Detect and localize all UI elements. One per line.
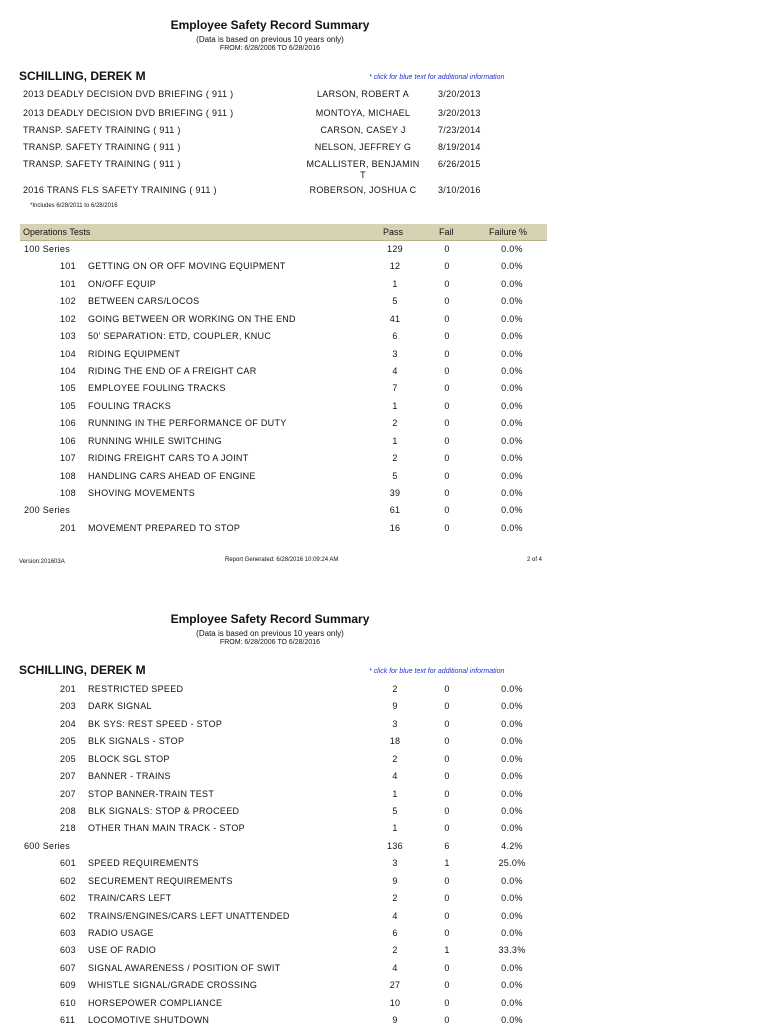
rule-description: MOVEMENT PREPARED TO STOP bbox=[88, 522, 241, 533]
training-course: 2013 DEADLY DECISION DVD BRIEFING ( 911 ) bbox=[23, 89, 234, 99]
failure-percent: 0.0% bbox=[501, 997, 523, 1008]
fail-count: 0 bbox=[444, 296, 450, 307]
failure-percent: 0.0% bbox=[501, 348, 523, 359]
training-trainer: ROBERSON, JOSHUA C bbox=[309, 185, 417, 195]
fail-count: 0 bbox=[444, 893, 450, 904]
table-row bbox=[22, 941, 547, 958]
training-trainer: MCALLISTER, BENJAMIN bbox=[306, 159, 420, 169]
rule-code: 107 bbox=[60, 453, 76, 464]
rule-code: 101 bbox=[60, 261, 76, 272]
pass-count: 1 bbox=[392, 278, 398, 289]
pass-count: 2 bbox=[392, 684, 398, 694]
table-row bbox=[22, 680, 547, 697]
rule-code: 218 bbox=[60, 823, 76, 834]
rule-code: 104 bbox=[60, 366, 76, 376]
failure-percent: 0.0% bbox=[501, 313, 523, 324]
fail-count: 0 bbox=[444, 771, 450, 782]
rule-description: GETTING ON OR OFF MOVING EQUIPMENT bbox=[88, 261, 286, 272]
training-course: 2013 DEADLY DECISION DVD BRIEFING ( 911 ) bbox=[23, 108, 234, 118]
rule-description: USE OF RADIO bbox=[88, 945, 157, 956]
rule-code: 205 bbox=[60, 753, 76, 764]
failure-percent: 0.0% bbox=[501, 453, 523, 464]
failure-percent: 0.0% bbox=[501, 522, 523, 533]
series-row bbox=[22, 240, 547, 257]
fail-count: 0 bbox=[444, 313, 450, 324]
training-trainer: LARSON, ROBERT A bbox=[317, 89, 409, 99]
failure-percent: 0.0% bbox=[501, 1015, 523, 1026]
rule-description: RESTRICTED SPEED bbox=[88, 684, 184, 694]
pass-count: 2 bbox=[392, 753, 398, 764]
pass-count: 6 bbox=[392, 331, 398, 342]
table-row bbox=[22, 715, 547, 732]
pass-count: 3 bbox=[392, 718, 398, 729]
pass-count: 136 bbox=[387, 840, 403, 851]
rule-description: RADIO USAGE bbox=[88, 928, 154, 939]
table-row bbox=[22, 785, 547, 802]
rule-description: BK SYS: REST SPEED - STOP bbox=[88, 718, 223, 729]
table-row bbox=[22, 994, 547, 1011]
pass-count: 27 bbox=[389, 980, 401, 991]
fail-count: 0 bbox=[444, 753, 450, 764]
employee-name: SCHILLING, DEREK M bbox=[19, 663, 146, 677]
failure-percent: 0.0% bbox=[501, 980, 523, 991]
rule-code: 102 bbox=[60, 313, 76, 324]
training-trainer-cont: T bbox=[360, 170, 366, 180]
fail-count: 0 bbox=[444, 1015, 450, 1026]
table-row bbox=[22, 379, 547, 396]
fail-count: 0 bbox=[444, 806, 450, 816]
table-row bbox=[22, 327, 547, 344]
failure-percent: 0.0% bbox=[501, 296, 523, 307]
table-row bbox=[22, 432, 547, 449]
rule-description: BLK SIGNALS: STOP & PROCEED bbox=[88, 806, 240, 816]
pass-count: 2 bbox=[392, 453, 398, 464]
header-pass: Pass bbox=[383, 227, 404, 237]
failure-percent: 33.3% bbox=[498, 945, 526, 956]
fail-count: 0 bbox=[444, 261, 450, 272]
rule-code: 611 bbox=[60, 1015, 76, 1026]
fail-count: 0 bbox=[444, 366, 450, 376]
fail-count: 1 bbox=[444, 858, 450, 869]
table-row bbox=[22, 257, 547, 274]
table-row bbox=[22, 484, 547, 501]
rule-code: 602 bbox=[60, 910, 76, 921]
rule-description: STOP BANNER-TRAIN TEST bbox=[88, 788, 215, 799]
rule-description: HORSEPOWER COMPLIANCE bbox=[88, 997, 223, 1008]
pass-count: 4 bbox=[392, 910, 398, 921]
pass-count: 5 bbox=[392, 296, 398, 307]
rule-description: GOING BETWEEN OR WORKING ON THE END bbox=[88, 313, 296, 324]
pass-count: 4 bbox=[392, 771, 398, 782]
rule-description: 50' SEPARATION: ETD, COUPLER, KNUC bbox=[88, 331, 272, 342]
pass-count: 3 bbox=[392, 348, 398, 359]
rule-code: 201 bbox=[60, 522, 76, 533]
fail-count: 0 bbox=[444, 278, 450, 289]
failure-percent: 0.0% bbox=[501, 261, 523, 272]
rule-code: 203 bbox=[60, 701, 76, 712]
header-failure-pct: Failure % bbox=[489, 227, 528, 237]
rule-description: SECUREMENT REQUIREMENTS bbox=[88, 875, 233, 886]
report-subtitle: (Data is based on previous 10 years only) bbox=[196, 629, 344, 638]
fail-count: 0 bbox=[444, 244, 450, 254]
series-label: 100 Series bbox=[24, 244, 71, 254]
fail-count: 0 bbox=[444, 736, 450, 747]
rule-code: 104 bbox=[60, 348, 76, 359]
rule-description: DARK SIGNAL bbox=[88, 701, 152, 712]
pass-count: 2 bbox=[392, 418, 398, 429]
training-course: TRANSP. SAFETY TRAINING ( 911 ) bbox=[23, 159, 181, 169]
table-row bbox=[22, 959, 547, 976]
pass-count: 9 bbox=[392, 875, 398, 886]
failure-percent: 0.0% bbox=[501, 366, 523, 376]
fail-count: 0 bbox=[444, 383, 450, 394]
failure-percent: 0.0% bbox=[501, 331, 523, 342]
fail-count: 0 bbox=[444, 928, 450, 939]
failure-percent: 0.0% bbox=[501, 823, 523, 834]
table-row bbox=[22, 889, 547, 906]
report-title: Employee Safety Record Summary bbox=[170, 18, 370, 32]
pass-count: 1 bbox=[392, 823, 398, 834]
rule-code: 603 bbox=[60, 945, 76, 956]
table-row bbox=[22, 362, 547, 379]
table-row bbox=[22, 732, 547, 749]
footer-generated: Report Generated: 6/28/2016 10:09:24 AM bbox=[225, 557, 339, 563]
training-trainer: NELSON, JEFFREY G bbox=[314, 142, 412, 152]
failure-percent: 0.0% bbox=[501, 400, 523, 411]
pass-count: 61 bbox=[389, 505, 401, 516]
additional-info-note[interactable]: * click for blue text for additional information bbox=[369, 74, 505, 81]
series-row bbox=[22, 501, 547, 518]
table-row bbox=[22, 414, 547, 431]
rule-code: 106 bbox=[60, 435, 76, 446]
rule-description: SIGNAL AWARENESS / POSITION OF SWIT bbox=[88, 962, 281, 973]
failure-percent: 0.0% bbox=[501, 701, 523, 712]
fail-count: 0 bbox=[444, 788, 450, 799]
failure-percent: 0.0% bbox=[501, 718, 523, 729]
failure-percent: 0.0% bbox=[501, 753, 523, 764]
fail-count: 0 bbox=[444, 505, 450, 516]
pass-count: 4 bbox=[392, 366, 398, 376]
pass-count: 5 bbox=[392, 470, 398, 481]
failure-percent: 0.0% bbox=[501, 435, 523, 446]
pass-count: 7 bbox=[392, 383, 398, 394]
rule-code: 207 bbox=[60, 771, 76, 782]
rule-description: TRAINS/ENGINES/CARS LEFT UNATTENDED bbox=[88, 910, 290, 921]
fail-count: 6 bbox=[444, 840, 450, 851]
rule-description: BLOCK SGL STOP bbox=[88, 753, 170, 764]
rule-description: LOCOMOTIVE SHUTDOWN bbox=[88, 1015, 210, 1026]
failure-percent: 0.0% bbox=[501, 278, 523, 289]
rule-description: RUNNING WHILE SWITCHING bbox=[88, 435, 222, 446]
fail-count: 0 bbox=[444, 823, 450, 834]
report-date-range: FROM: 6/28/2006 TO 6/28/2016 bbox=[219, 639, 321, 646]
rule-code: 607 bbox=[60, 962, 76, 973]
table-row bbox=[22, 907, 547, 924]
rule-code: 201 bbox=[60, 684, 76, 694]
pass-count: 1 bbox=[392, 435, 398, 446]
additional-info-note[interactable]: * click for blue text for additional information bbox=[369, 668, 505, 675]
header-label: Operations Tests bbox=[23, 227, 91, 237]
table-row bbox=[22, 976, 547, 993]
rule-code: 207 bbox=[60, 788, 76, 799]
training-course: TRANSP. SAFETY TRAINING ( 911 ) bbox=[23, 125, 181, 135]
table-row bbox=[22, 292, 547, 309]
pass-count: 41 bbox=[389, 313, 401, 324]
rule-description: FOULING TRACKS bbox=[88, 400, 172, 411]
pass-count: 129 bbox=[387, 244, 403, 254]
pass-count: 1 bbox=[392, 400, 398, 411]
pass-count: 18 bbox=[389, 736, 401, 747]
rule-code: 601 bbox=[60, 858, 76, 869]
failure-percent: 0.0% bbox=[501, 893, 523, 904]
pass-count: 39 bbox=[389, 488, 401, 499]
pass-count: 9 bbox=[392, 701, 398, 712]
table-row bbox=[22, 397, 547, 414]
failure-percent: 0.0% bbox=[501, 788, 523, 799]
rule-description: SHOVING MOVEMENTS bbox=[88, 488, 196, 499]
training-trainer: MONTOYA, MICHAEL bbox=[315, 108, 411, 118]
failure-percent: 25.0% bbox=[498, 858, 526, 869]
table-header bbox=[20, 224, 547, 241]
report-title: Employee Safety Record Summary bbox=[170, 612, 370, 626]
training-date: 3/20/2013 bbox=[438, 108, 481, 118]
fail-count: 0 bbox=[444, 875, 450, 886]
failure-percent: 0.0% bbox=[501, 684, 523, 694]
rule-code: 102 bbox=[60, 296, 76, 307]
pass-count: 4 bbox=[392, 962, 398, 973]
fail-count: 0 bbox=[444, 400, 450, 411]
table-row bbox=[22, 854, 547, 871]
includes-note: *Includes 6/28/2011 to 6/28/2016 bbox=[30, 203, 118, 209]
rule-code: 603 bbox=[60, 928, 76, 939]
rule-description: ON/OFF EQUIP bbox=[88, 278, 157, 289]
series-row bbox=[22, 837, 547, 854]
fail-count: 0 bbox=[444, 997, 450, 1008]
rule-description: HANDLING CARS AHEAD OF ENGINE bbox=[88, 470, 256, 481]
rule-description: SPEED REQUIREMENTS bbox=[88, 858, 199, 869]
report-subtitle: (Data is based on previous 10 years only) bbox=[196, 35, 344, 44]
fail-count: 0 bbox=[444, 453, 450, 464]
rule-code: 602 bbox=[60, 893, 76, 904]
table-row bbox=[22, 275, 547, 292]
rule-code: 610 bbox=[60, 997, 76, 1008]
fail-count: 0 bbox=[444, 470, 450, 481]
rule-code: 602 bbox=[60, 875, 76, 886]
failure-percent: 0.0% bbox=[501, 962, 523, 973]
fail-count: 0 bbox=[444, 331, 450, 342]
employee-name: SCHILLING, DEREK M bbox=[19, 69, 146, 83]
failure-percent: 0.0% bbox=[501, 806, 523, 816]
fail-count: 0 bbox=[444, 962, 450, 973]
header-fail: Fail bbox=[439, 227, 454, 237]
fail-count: 1 bbox=[444, 945, 450, 956]
table-row bbox=[22, 449, 547, 466]
fail-count: 0 bbox=[444, 418, 450, 429]
rule-code: 106 bbox=[60, 418, 76, 429]
training-date: 3/20/2013 bbox=[438, 89, 481, 99]
rule-description: RIDING EQUIPMENT bbox=[88, 348, 181, 359]
fail-count: 0 bbox=[444, 348, 450, 359]
training-course: TRANSP. SAFETY TRAINING ( 911 ) bbox=[23, 142, 181, 152]
failure-percent: 0.0% bbox=[501, 383, 523, 394]
training-date: 3/10/2016 bbox=[438, 185, 481, 195]
training-date: 7/23/2014 bbox=[438, 125, 481, 135]
fail-count: 0 bbox=[444, 980, 450, 991]
failure-percent: 0.0% bbox=[501, 418, 523, 429]
rule-description: BLK SIGNALS - STOP bbox=[88, 736, 185, 747]
rule-description: BETWEEN CARS/LOCOS bbox=[88, 296, 200, 307]
table-row bbox=[22, 819, 547, 836]
rule-description: TRAIN/CARS LEFT bbox=[88, 893, 172, 904]
pass-count: 2 bbox=[392, 893, 398, 904]
rule-code: 105 bbox=[60, 383, 76, 394]
rule-description: EMPLOYEE FOULING TRACKS bbox=[88, 383, 226, 394]
table-row bbox=[22, 467, 547, 484]
fail-count: 0 bbox=[444, 488, 450, 499]
rule-code: 108 bbox=[60, 488, 76, 499]
training-date: 6/26/2015 bbox=[438, 159, 481, 169]
fail-count: 0 bbox=[444, 522, 450, 533]
fail-count: 0 bbox=[444, 910, 450, 921]
rule-code: 204 bbox=[60, 718, 76, 729]
rule-description: RIDING FREIGHT CARS TO A JOINT bbox=[88, 453, 249, 464]
table-row bbox=[22, 310, 547, 327]
pass-count: 12 bbox=[389, 261, 401, 272]
fail-count: 0 bbox=[444, 435, 450, 446]
table-row bbox=[22, 872, 547, 889]
series-label: 600 Series bbox=[24, 840, 71, 851]
rule-description: RIDING THE END OF A FREIGHT CAR bbox=[88, 366, 257, 376]
failure-percent: 0.0% bbox=[501, 244, 523, 254]
rule-code: 205 bbox=[60, 736, 76, 747]
pass-count: 10 bbox=[389, 997, 401, 1008]
failure-percent: 0.0% bbox=[501, 875, 523, 886]
pass-count: 16 bbox=[389, 522, 401, 533]
training-course: 2016 TRANS FLS SAFETY TRAINING ( 911 ) bbox=[23, 185, 217, 195]
rule-description: OTHER THAN MAIN TRACK - STOP bbox=[88, 823, 245, 834]
footer-page-number: 2 of 4 bbox=[527, 557, 543, 563]
table-row bbox=[22, 924, 547, 941]
training-trainer: CARSON, CASEY J bbox=[320, 125, 406, 135]
pass-count: 6 bbox=[392, 928, 398, 939]
rule-code: 609 bbox=[60, 980, 76, 991]
rule-description: BANNER - TRAINS bbox=[88, 771, 171, 782]
pass-count: 3 bbox=[392, 858, 398, 869]
rule-description: RUNNING IN THE PERFORMANCE OF DUTY bbox=[88, 418, 287, 429]
rule-code: 103 bbox=[60, 331, 76, 342]
report-date-range: FROM: 6/28/2006 TO 6/28/2016 bbox=[219, 45, 321, 52]
failure-percent: 0.0% bbox=[501, 771, 523, 782]
table-row bbox=[22, 767, 547, 784]
rule-code: 101 bbox=[60, 278, 76, 289]
failure-percent: 4.2% bbox=[501, 840, 523, 851]
rule-code: 208 bbox=[60, 806, 76, 816]
pass-count: 5 bbox=[392, 806, 398, 816]
failure-percent: 0.0% bbox=[501, 505, 523, 516]
rule-description: WHISTLE SIGNAL/GRADE CROSSING bbox=[88, 980, 258, 991]
footer-version: Version:201603A bbox=[19, 559, 65, 565]
rule-code: 108 bbox=[60, 470, 76, 481]
failure-percent: 0.0% bbox=[501, 470, 523, 481]
pass-count: 1 bbox=[392, 788, 398, 799]
fail-count: 0 bbox=[444, 684, 450, 694]
table-row bbox=[22, 345, 547, 362]
table-row bbox=[22, 802, 547, 819]
failure-percent: 0.0% bbox=[501, 928, 523, 939]
pass-count: 2 bbox=[392, 945, 398, 956]
failure-percent: 0.0% bbox=[501, 736, 523, 747]
failure-percent: 0.0% bbox=[501, 910, 523, 921]
fail-count: 0 bbox=[444, 718, 450, 729]
table-row bbox=[22, 697, 547, 714]
series-label: 200 Series bbox=[24, 505, 71, 516]
rule-code: 105 bbox=[60, 400, 76, 411]
fail-count: 0 bbox=[444, 701, 450, 712]
failure-percent: 0.0% bbox=[501, 488, 523, 499]
table-row bbox=[22, 1011, 547, 1028]
training-date: 8/19/2014 bbox=[438, 142, 481, 152]
table-row bbox=[22, 519, 547, 536]
pass-count: 9 bbox=[392, 1015, 398, 1026]
table-row bbox=[22, 750, 547, 767]
